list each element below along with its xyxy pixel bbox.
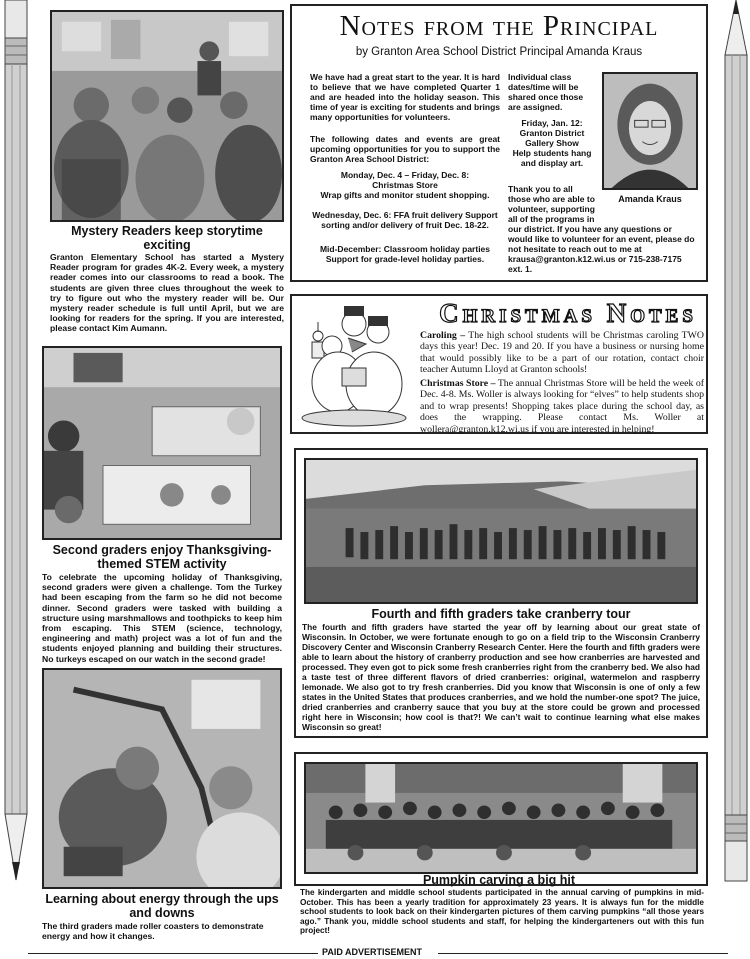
right-pencil-decoration [720, 0, 750, 905]
event-gallery-show-name: Granton District Gallery Show [519, 128, 585, 148]
story-title-stem: Second graders enjoy Thanksgiving-themed STEM activity [52, 543, 272, 571]
caroling-note [420, 330, 704, 376]
principal-intro: We have had a great start to the year. It is hard to believe that we have completed Quarter 1 and are headed into the holiday season. This time of year is exciting for students and brings many opportunities for volunteers. [310, 72, 500, 122]
event-christmas-store [310, 170, 500, 200]
christmas-store-note [420, 378, 704, 435]
event-christmas-store-date: Monday, Dec. 4 – Friday, Dec. 8: [340, 170, 470, 180]
story-body-pumpkin: The kindergarten and middle school students participated in the annual carving of pumpkins in mid-October. This has been a yearly tradition for approximately 23 years. It is always fun for the middle school students to look back on their kindergarten pictures of them carving pumpkins “all those years ago.” Thank you, middle school students and staff, for helping the kindergarteners out with this fun project! [300, 888, 704, 936]
story-title-cranberry: Fourth and fifth graders take cranberry tour [371, 607, 631, 621]
principal-portrait [602, 72, 698, 190]
roller-coaster-photo [42, 668, 282, 889]
christmas-notes-box [290, 294, 708, 434]
story-body-mystery-readers: Granton Elementary School has started a Mystery Reader program for grades 4K-2. Every week, a mystery reader comes into our classrooms to read a book. The students are given three clues throughout the week to try to figure out who the mystery reader will be. Our mystery reader schedule is full until April, but we are looking for readers for the spring. If you are interested, please contact Kim Aumann. [50, 252, 284, 334]
christmas-notes-title: Christmas Notes [439, 298, 697, 328]
footer-rule-right [438, 953, 728, 954]
story-title-mystery-readers: Mystery Readers keep storytime exciting [71, 224, 263, 252]
cranberry-tour-photo [304, 458, 698, 604]
caroling-text: The high school students will be Christmas caroling TWO days this year! Dec. 19 and 20. If you have a business or nursing home that would possibly like to be a part of our rotation, contact choir teacher Autumn Lloyd at Granton schools! [420, 330, 704, 376]
event-gallery-show-desc: Help students hang and display art. [512, 148, 592, 168]
principal-title: Notes from the Principal [339, 10, 659, 42]
cranberry-tour-box [294, 448, 708, 738]
christmas-store-text: The annual Christmas Store will be held the week of Dec. 4-8. Ms. Woller is always looking for “elves” to help students shop and to wrap presents! Shopping takes place during the school day, as does the wrapping. Please contact Ms. Woller at wollera@granton.k12.wi.us if you are interested in helping! [420, 378, 704, 435]
paid-advertisement-label: PAID ADVERTISEMENT [322, 947, 423, 957]
stem-activity-photo [42, 346, 282, 540]
mystery-reader-photo [50, 10, 284, 222]
principal-photo-caption: Amanda Kraus [618, 194, 682, 204]
pumpkin-carving-box [294, 752, 708, 886]
principal-byline: by Granton Area School District Principal Amanda Kraus [355, 46, 643, 58]
story-title-energy: Learning about energy through the ups and downs [45, 892, 279, 920]
pumpkin-carving-photo [304, 762, 698, 874]
story-body-stem: To celebrate the upcoming holiday of Thanksgiving, second graders were given a challenge. Tom the Turkey had been escaping from the farm so he did not become dinner. Second graders were tasked with building a structure using marshmallows and toothpicks to keep him from escaping. This STEM (science, technology, engineering and math) project was a lot of fun and the students enjoyed planning and building their structures. No turkeys escaped on our watch in the second grade! [42, 572, 282, 664]
story-body-energy: The third graders made roller coasters to demonstrate energy and how it changes. [42, 921, 264, 942]
principal-notes-box [290, 4, 708, 282]
event-gallery-show-date: Friday, Jan. 12: [521, 118, 583, 128]
christmas-store-label: Christmas Store – [420, 378, 496, 389]
story-title-pumpkin: Pumpkin carving a big hit [422, 873, 576, 887]
event-ffa-fruit: Wednesday, Dec. 6: FFA fruit delivery Support sorting and/or delivery of fruit Dec. 18-22. [312, 210, 498, 230]
event-christmas-store-name: Christmas Store [372, 180, 438, 190]
snowman-carolers-illustration [298, 302, 410, 428]
footer-rule-left [28, 953, 318, 954]
event-christmas-store-desc: Wrap gifts and monitor student shopping. [320, 190, 490, 200]
event-holiday-parties: Mid-December: Classroom holiday parties Support for grade-level holiday parties. [319, 244, 491, 264]
principal-thanks: Thank you to all those who are able to volunteer, supporting all of the programs in [508, 184, 595, 224]
left-pencil-decoration [0, 0, 30, 905]
story-body-cranberry: The fourth and fifth graders have started the year off by learning about our great state of Wisconsin. In October, we were fortunate enough to go on a field trip to the Wisconsin Cranberry Discovery Center and Wisconsin Cranberry Research Center. Here the fourth and fifth graders were able to learn about the history of cranberry production and see how cranberries are harvested and processed. They even got to pick some fresh cranberries right from the cranberry bed. We also had a taste test of three different flavors of dried cranberries: original, watermelon and raspberry lemonade. We also got to try fresh cranberries. Did you know that Wisconsin is one of only a few states in the United States that produces cranberries, and we hold the number-one spot? The juice, dried cranberries and cranberry sauce that you buy at the store could be grown and processed right here in Wisconsin; how cool is that?! We can’t wait to continue learning what else makes Wisconsin so great! [302, 622, 700, 732]
caroling-label: Caroling – [420, 330, 466, 341]
class-dates-note: Individual class dates/time will be shared once those are assigned. [508, 72, 584, 112]
principal-opportunities: The following dates and events are great upcoming opportunities for you to support the Granton Area School District: [310, 134, 500, 164]
principal-contact: our district. If you have any questions or would like to volunteer for an event, please do not hesitate to reach out to me at krausa@granton.k12.wi.us or 715-238-7175 ext. 1. [508, 224, 695, 274]
event-gallery-show [508, 118, 596, 168]
